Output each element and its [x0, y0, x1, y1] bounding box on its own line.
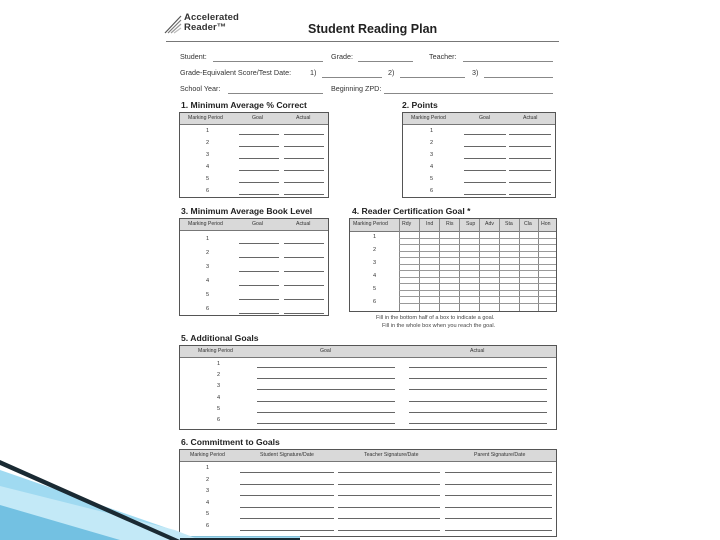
col-actual: Actual — [296, 115, 311, 121]
row-number: 5 — [373, 286, 377, 292]
section-5-table — [179, 345, 557, 430]
row-number: 5 — [206, 511, 210, 517]
row-number: 3 — [206, 152, 210, 158]
actual-line[interactable] — [509, 134, 551, 135]
teacher-signature-line[interactable] — [338, 530, 440, 531]
row-number: 1 — [217, 361, 221, 367]
student-label: Student: — [180, 52, 207, 61]
section-3-header — [180, 219, 328, 231]
actual-line[interactable] — [284, 257, 324, 258]
row-number: 4 — [206, 500, 210, 506]
column-divider — [439, 219, 440, 311]
goal-line[interactable] — [257, 423, 395, 424]
actual-line[interactable] — [284, 194, 324, 195]
ge-score-label: Grade-Equivalent Score/Test Date: — [180, 68, 292, 77]
actual-line[interactable] — [284, 299, 324, 300]
half-row-line — [399, 238, 556, 239]
row-number: 2 — [373, 247, 377, 253]
row-number: 3 — [206, 264, 210, 270]
actual-line[interactable] — [284, 146, 324, 147]
col-hon: Hon — [541, 221, 551, 227]
teacher-signature-line[interactable] — [338, 484, 440, 485]
column-divider — [399, 219, 400, 311]
col-rdy: Rdy — [402, 221, 412, 227]
actual-line[interactable] — [509, 194, 551, 195]
actual-line[interactable] — [409, 412, 547, 413]
col-actual: Actual — [470, 348, 485, 354]
slide-corner-decoration — [0, 450, 300, 540]
logo-line-2: Reader™ — [184, 22, 227, 33]
parent-signature-line[interactable] — [445, 530, 552, 531]
row-number: 1 — [206, 236, 210, 242]
half-row-line — [399, 290, 556, 291]
section-4-table — [349, 218, 557, 312]
ge-score-2-field[interactable] — [400, 77, 465, 78]
section-4-note-1: Fill in the bottom half of a box to indicate a goal. — [376, 315, 495, 321]
row-number: 3 — [373, 260, 377, 266]
col-marking-period: Marking Period — [190, 452, 225, 458]
section-5-title: 5. Additional Goals — [181, 333, 259, 343]
col-marking-period: Marking Period — [198, 348, 233, 354]
row-number: 4 — [206, 164, 210, 170]
row-number: 2 — [206, 250, 210, 256]
actual-line[interactable] — [409, 378, 547, 379]
teacher-signature-line[interactable] — [338, 472, 440, 473]
actual-line[interactable] — [409, 423, 547, 424]
section-3-table — [179, 218, 329, 316]
section-2-table — [402, 112, 556, 198]
col-goal: Goal — [320, 348, 331, 354]
actual-line[interactable] — [509, 170, 551, 171]
parent-signature-line[interactable] — [445, 518, 552, 519]
actual-line[interactable] — [284, 271, 324, 272]
goal-line[interactable] — [257, 401, 395, 402]
teacher-signature-line[interactable] — [338, 507, 440, 508]
row-line — [399, 270, 556, 271]
school-year-field[interactable] — [228, 93, 323, 94]
row-number: 4 — [373, 273, 377, 279]
actual-line[interactable] — [284, 243, 324, 244]
goal-line[interactable] — [257, 367, 395, 368]
section-2-header — [403, 113, 555, 125]
parent-signature-line[interactable] — [445, 472, 552, 473]
half-row-line — [399, 251, 556, 252]
goal-line[interactable] — [464, 146, 506, 147]
section-4-header — [350, 219, 556, 232]
ge-score-1-field[interactable] — [322, 77, 382, 78]
actual-line[interactable] — [509, 182, 551, 183]
section-4-title: 4. Reader Certification Goal * — [352, 206, 471, 216]
goal-line[interactable] — [239, 299, 279, 300]
col-marking-period: Marking Period — [188, 115, 223, 121]
title-rule — [166, 41, 559, 42]
student-field[interactable] — [213, 61, 323, 62]
goal-line[interactable] — [239, 194, 279, 195]
section-5-header — [180, 346, 556, 358]
col-marking-period: Marking Period — [353, 221, 388, 227]
goal-line[interactable] — [464, 194, 506, 195]
row-number: 3 — [430, 152, 434, 158]
parent-signature-line[interactable] — [445, 484, 552, 485]
column-divider — [479, 219, 480, 311]
col-parent-signature: Parent Signature/Date — [474, 452, 526, 458]
document-title: Student Reading Plan — [308, 22, 438, 36]
col-cla: Cla — [524, 221, 532, 227]
zpd-field[interactable] — [384, 93, 553, 94]
col-actual: Actual — [523, 115, 538, 121]
teacher-field[interactable] — [463, 61, 553, 62]
column-divider — [499, 219, 500, 311]
row-number: 6 — [206, 188, 210, 194]
col-ris: Ris — [446, 221, 454, 227]
section-1-table — [179, 112, 329, 198]
row-number: 1 — [206, 465, 210, 471]
actual-line[interactable] — [409, 367, 547, 368]
row-number: 4 — [430, 164, 434, 170]
row-number: 1 — [373, 234, 377, 240]
row-number: 6 — [206, 306, 210, 312]
parent-signature-line[interactable] — [445, 495, 552, 496]
actual-line[interactable] — [284, 182, 324, 183]
row-line — [399, 244, 556, 245]
teacher-signature-line[interactable] — [338, 518, 440, 519]
goal-line[interactable] — [239, 170, 279, 171]
goal-line[interactable] — [239, 243, 279, 244]
teacher-signature-line[interactable] — [338, 495, 440, 496]
actual-line[interactable] — [284, 134, 324, 135]
row-number: 6 — [217, 417, 221, 423]
ge-score-3-label: 3) — [472, 68, 479, 77]
goal-line[interactable] — [239, 285, 279, 286]
school-year-label: School Year: — [180, 84, 221, 93]
row-line — [399, 283, 556, 284]
goal-line[interactable] — [239, 182, 279, 183]
goal-line[interactable] — [464, 170, 506, 171]
ge-score-3-field[interactable] — [484, 77, 553, 78]
column-divider — [459, 219, 460, 311]
goal-line[interactable] — [239, 257, 279, 258]
row-number: 2 — [206, 140, 210, 146]
row-number: 6 — [206, 523, 210, 529]
row-number: 5 — [206, 176, 210, 182]
row-number: 5 — [206, 292, 210, 298]
row-number: 1 — [206, 128, 210, 134]
row-number: 4 — [206, 278, 210, 284]
section-3-title: 3. Minimum Average Book Level — [181, 206, 313, 216]
goal-line[interactable] — [239, 313, 279, 314]
col-sta: Sta — [505, 221, 513, 227]
grade-label: Grade: — [331, 52, 353, 61]
col-teacher-signature: Teacher Signature/Date — [364, 452, 419, 458]
goal-line[interactable] — [464, 134, 506, 135]
half-row-line — [399, 277, 556, 278]
teacher-label: Teacher: — [429, 52, 457, 61]
goal-line[interactable] — [257, 389, 395, 390]
col-adv: Adv — [485, 221, 494, 227]
accelerated-reader-logo-icon — [164, 14, 182, 34]
row-number: 2 — [217, 372, 221, 378]
row-number: 2 — [430, 140, 434, 146]
col-sup: Sup — [466, 221, 476, 227]
actual-line[interactable] — [284, 158, 324, 159]
actual-line[interactable] — [409, 401, 547, 402]
row-number: 1 — [430, 128, 434, 134]
column-divider — [538, 219, 539, 311]
logo-text — [184, 13, 239, 33]
actual-line[interactable] — [509, 146, 551, 147]
half-row-line — [399, 264, 556, 265]
section-2-title: 2. Points — [402, 100, 438, 110]
actual-line[interactable] — [284, 313, 324, 314]
col-goal: Goal — [252, 115, 263, 121]
row-line — [399, 257, 556, 258]
col-actual: Actual — [296, 221, 311, 227]
section-1-header — [180, 113, 328, 125]
actual-line[interactable] — [509, 158, 551, 159]
ge-score-1-label: 1) — [310, 68, 317, 77]
actual-line[interactable] — [409, 389, 547, 390]
section-6-title: 6. Commitment to Goals — [181, 437, 280, 447]
goal-line[interactable] — [239, 271, 279, 272]
zpd-label: Beginning ZPD: — [331, 84, 382, 93]
logo-line-1: Accelerated — [184, 12, 239, 23]
column-divider — [419, 219, 420, 311]
ge-score-2-label: 2) — [388, 68, 395, 77]
row-number: 3 — [206, 488, 210, 494]
row-number: 6 — [430, 188, 434, 194]
row-number: 6 — [373, 299, 377, 305]
goal-line[interactable] — [239, 134, 279, 135]
col-student-signature: Student Signature/Date — [260, 452, 314, 458]
actual-line[interactable] — [284, 285, 324, 286]
col-goal: Goal — [479, 115, 490, 121]
row-number: 5 — [217, 406, 221, 412]
parent-signature-line[interactable] — [445, 507, 552, 508]
actual-line[interactable] — [284, 170, 324, 171]
col-marking-period: Marking Period — [411, 115, 446, 121]
column-divider — [519, 219, 520, 311]
goal-line[interactable] — [464, 182, 506, 183]
section-4-note-2: Fill in the whole box when you reach the goal. — [382, 323, 496, 329]
goal-line[interactable] — [239, 158, 279, 159]
row-number: 4 — [217, 395, 221, 401]
goal-line[interactable] — [239, 146, 279, 147]
goal-line[interactable] — [257, 378, 395, 379]
row-number: 3 — [217, 383, 221, 389]
col-ind: Ind — [426, 221, 434, 227]
goal-line[interactable] — [464, 158, 506, 159]
col-marking-period: Marking Period — [188, 221, 223, 227]
goal-line[interactable] — [257, 412, 395, 413]
row-line — [399, 296, 556, 297]
half-row-line — [399, 303, 556, 304]
grade-field[interactable] — [358, 61, 413, 62]
section-1-title: 1. Minimum Average % Correct — [181, 100, 307, 110]
row-number: 2 — [206, 477, 210, 483]
col-goal: Goal — [252, 221, 263, 227]
row-number: 5 — [430, 176, 434, 182]
